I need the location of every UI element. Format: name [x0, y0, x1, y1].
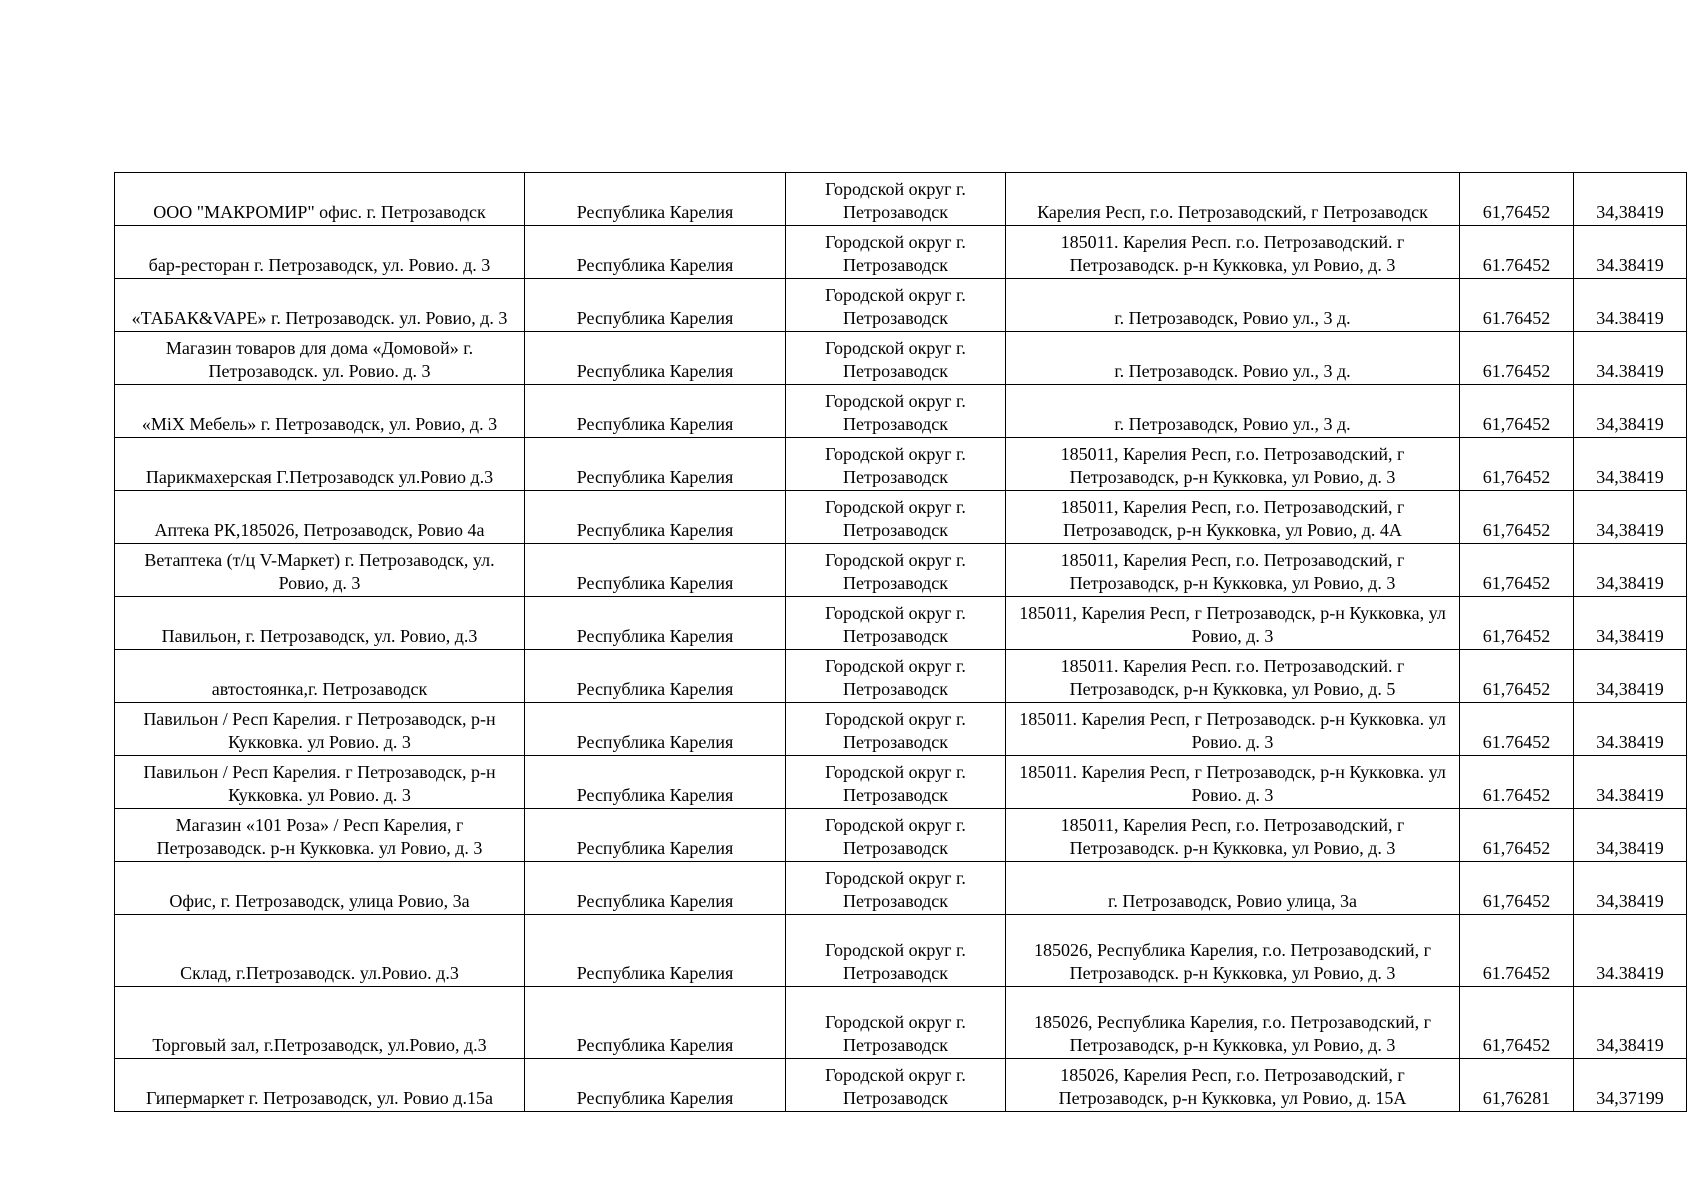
cell-latitude: 61,76452 — [1460, 544, 1574, 597]
cell-longitude: 34,38419 — [1574, 438, 1687, 491]
table-row — [115, 385, 1687, 438]
table-row — [115, 862, 1687, 915]
table-row — [115, 915, 1687, 987]
table-row — [115, 438, 1687, 491]
cell-district: Городской округ г. Петрозаводск — [786, 809, 1006, 862]
cell-longitude: 34.38419 — [1574, 703, 1687, 756]
cell-district: Городской округ г. Петрозаводск — [786, 597, 1006, 650]
cell-longitude: 34.38419 — [1574, 915, 1687, 987]
table-row — [115, 226, 1687, 279]
cell-name: «MiX Мебель» г. Петрозаводск, ул. Ровио, д. 3 — [115, 385, 525, 438]
cell-district: Городской округ г. Петрозаводск — [786, 173, 1006, 226]
cell-address: 185011, Карелия Респ, г.о. Петрозаводский, г Петрозаводск. р-н Кукковка, ул Ровио, д. 3 — [1006, 809, 1460, 862]
cell-address: 185011, Карелия Респ, г Петрозаводск, р-н Кукковка, ул Ровио, д. 3 — [1006, 597, 1460, 650]
cell-latitude: 61,76452 — [1460, 438, 1574, 491]
cell-longitude: 34.38419 — [1574, 332, 1687, 385]
cell-address: 185011, Карелия Респ, г.о. Петрозаводский, г Петрозаводск, р-н Кукковка, ул Ровио, д. 4А — [1006, 491, 1460, 544]
cell-latitude: 61,76452 — [1460, 173, 1574, 226]
cell-longitude: 34,37199 — [1574, 1059, 1687, 1112]
cell-district: Городской округ г. Петрозаводск — [786, 1059, 1006, 1112]
cell-name: Павильон / Респ Карелия. г Петрозаводск, р-н Кукковка. ул Ровио. д. 3 — [115, 703, 525, 756]
cell-longitude: 34.38419 — [1574, 279, 1687, 332]
cell-longitude: 34,38419 — [1574, 987, 1687, 1059]
cell-region: Республика Карелия — [525, 756, 786, 809]
cell-latitude: 61,76452 — [1460, 491, 1574, 544]
cell-name: Аптека РК,185026, Петрозаводск, Ровио 4а — [115, 491, 525, 544]
cell-longitude: 34,38419 — [1574, 385, 1687, 438]
cell-address: г. Петрозаводск, Ровио ул., 3 д. — [1006, 279, 1460, 332]
cell-region: Республика Карелия — [525, 915, 786, 987]
cell-name: Склад, г.Петрозаводск. ул.Ровио. д.3 — [115, 915, 525, 987]
cell-address: 185011. Карелия Респ. г.о. Петрозаводский. г Петрозаводск, р-н Кукковка, ул Ровио, д. 5 — [1006, 650, 1460, 703]
cell-address: 185011. Карелия Респ, г Петрозаводск, р-н Кукковка. ул Ровио. д. 3 — [1006, 756, 1460, 809]
cell-latitude: 61,76452 — [1460, 597, 1574, 650]
cell-address: г. Петрозаводск, Ровио улица, 3а — [1006, 862, 1460, 915]
cell-district: Городской округ г. Петрозаводск — [786, 491, 1006, 544]
cell-name: Магазин «101 Роза» / Респ Карелия, г Петрозаводск. р-н Кукковка. ул Ровио, д. 3 — [115, 809, 525, 862]
cell-longitude: 34,38419 — [1574, 597, 1687, 650]
cell-region: Республика Карелия — [525, 597, 786, 650]
cell-region: Республика Карелия — [525, 173, 786, 226]
cell-longitude: 34.38419 — [1574, 226, 1687, 279]
cell-latitude: 61.76452 — [1460, 279, 1574, 332]
cell-latitude: 61.76452 — [1460, 703, 1574, 756]
cell-region: Республика Карелия — [525, 703, 786, 756]
cell-district: Городской округ г. Петрозаводск — [786, 987, 1006, 1059]
cell-name: «ТАБАК&VAPE» г. Петрозаводск. ул. Ровио, д. 3 — [115, 279, 525, 332]
cell-district: Городской округ г. Петрозаводск — [786, 544, 1006, 597]
cell-region: Республика Карелия — [525, 1059, 786, 1112]
cell-name: Гипермаркет г. Петрозаводск, ул. Ровио д.15а — [115, 1059, 525, 1112]
cell-longitude: 34,38419 — [1574, 544, 1687, 597]
cell-name: бар-ресторан г. Петрозаводск, ул. Ровио. д. 3 — [115, 226, 525, 279]
cell-name: Ветаптека (т/ц V-Маркет) г. Петрозаводск, ул. Ровио, д. 3 — [115, 544, 525, 597]
cell-region: Республика Карелия — [525, 385, 786, 438]
cell-district: Городской округ г. Петрозаводск — [786, 915, 1006, 987]
cell-latitude: 61,76281 — [1460, 1059, 1574, 1112]
cell-name: Магазин товаров для дома «Домовой» г. Петрозаводск. ул. Ровио. д. 3 — [115, 332, 525, 385]
cell-longitude: 34.38419 — [1574, 756, 1687, 809]
cell-name: автостоянка,г. Петрозаводск — [115, 650, 525, 703]
cell-name: Офис, г. Петрозаводск, улица Ровио, 3а — [115, 862, 525, 915]
table-row — [115, 332, 1687, 385]
cell-region: Республика Карелия — [525, 226, 786, 279]
table-row — [115, 544, 1687, 597]
cell-longitude: 34,38419 — [1574, 491, 1687, 544]
cell-district: Городской округ г. Петрозаводск — [786, 650, 1006, 703]
cell-district: Городской округ г. Петрозаводск — [786, 438, 1006, 491]
cell-address: г. Петрозаводск, Ровио ул., 3 д. — [1006, 385, 1460, 438]
cell-region: Республика Карелия — [525, 438, 786, 491]
cell-longitude: 34,38419 — [1574, 173, 1687, 226]
cell-address: 185026, Карелия Респ, г.о. Петрозаводский, г Петрозаводск, р-н Кукковка, ул Ровио, д. 15А — [1006, 1059, 1460, 1112]
table-row — [115, 597, 1687, 650]
locations-table — [114, 172, 1687, 1112]
cell-district: Городской округ г. Петрозаводск — [786, 862, 1006, 915]
cell-latitude: 61,76452 — [1460, 809, 1574, 862]
cell-longitude: 34,38419 — [1574, 862, 1687, 915]
cell-region: Республика Карелия — [525, 987, 786, 1059]
cell-name: Павильон, г. Петрозаводск, ул. Ровио, д.3 — [115, 597, 525, 650]
cell-district: Городской округ г. Петрозаводск — [786, 756, 1006, 809]
cell-region: Республика Карелия — [525, 544, 786, 597]
cell-region: Республика Карелия — [525, 279, 786, 332]
cell-district: Городской округ г. Петрозаводск — [786, 332, 1006, 385]
cell-latitude: 61.76452 — [1460, 915, 1574, 987]
cell-address: 185026, Республика Карелия, г.о. Петрозаводский, г Петрозаводск. р-н Кукковка, ул Ровио, д. 3 — [1006, 915, 1460, 987]
table-row — [115, 703, 1687, 756]
table-body — [115, 173, 1687, 1112]
cell-region: Республика Карелия — [525, 809, 786, 862]
cell-region: Республика Карелия — [525, 332, 786, 385]
cell-latitude: 61,76452 — [1460, 862, 1574, 915]
cell-address: 185011. Карелия Респ. г.о. Петрозаводский. г Петрозаводск. р-н Кукковка, ул Ровио, д. 3 — [1006, 226, 1460, 279]
cell-name: Парикмахерская Г.Петрозаводск ул.Ровио д.3 — [115, 438, 525, 491]
table-row — [115, 1059, 1687, 1112]
cell-latitude: 61.76452 — [1460, 756, 1574, 809]
cell-address: Карелия Респ, г.о. Петрозаводский, г Петрозаводск — [1006, 173, 1460, 226]
cell-address: 185026, Республика Карелия, г.о. Петрозаводский, г Петрозаводск, р-н Кукковка, ул Ровио, д. 3 — [1006, 987, 1460, 1059]
cell-region: Республика Карелия — [525, 491, 786, 544]
cell-longitude: 34,38419 — [1574, 650, 1687, 703]
table-row — [115, 650, 1687, 703]
cell-address: 185011. Карелия Респ, г Петрозаводск. р-н Кукковка. ул Ровио. д. 3 — [1006, 703, 1460, 756]
cell-latitude: 61.76452 — [1460, 332, 1574, 385]
cell-address: 185011, Карелия Респ, г.о. Петрозаводский, г Петрозаводск, р-н Кукковка, ул Ровио, д. 3 — [1006, 544, 1460, 597]
cell-district: Городской округ г. Петрозаводск — [786, 226, 1006, 279]
cell-latitude: 61.76452 — [1460, 226, 1574, 279]
cell-latitude: 61,76452 — [1460, 385, 1574, 438]
cell-name: ООО "МАКРОМИР" офис. г. Петрозаводск — [115, 173, 525, 226]
cell-region: Республика Карелия — [525, 650, 786, 703]
table-row — [115, 756, 1687, 809]
cell-region: Республика Карелия — [525, 862, 786, 915]
cell-district: Городской округ г. Петрозаводск — [786, 385, 1006, 438]
cell-latitude: 61,76452 — [1460, 650, 1574, 703]
table-row — [115, 491, 1687, 544]
table-row — [115, 279, 1687, 332]
cell-latitude: 61,76452 — [1460, 987, 1574, 1059]
cell-name: Павильон / Респ Карелия. г Петрозаводск, р-н Кукковка. ул Ровио. д. 3 — [115, 756, 525, 809]
table-row — [115, 173, 1687, 226]
cell-address: 185011, Карелия Респ, г.о. Петрозаводский, г Петрозаводск, р-н Кукковка, ул Ровио, д. 3 — [1006, 438, 1460, 491]
cell-longitude: 34,38419 — [1574, 809, 1687, 862]
cell-address: г. Петрозаводск. Ровио ул., 3 д. — [1006, 332, 1460, 385]
cell-district: Городской округ г. Петрозаводск — [786, 703, 1006, 756]
table-row — [115, 809, 1687, 862]
cell-district: Городской округ г. Петрозаводск — [786, 279, 1006, 332]
table-row — [115, 987, 1687, 1059]
cell-name: Торговый зал, г.Петрозаводск, ул.Ровио, д.3 — [115, 987, 525, 1059]
